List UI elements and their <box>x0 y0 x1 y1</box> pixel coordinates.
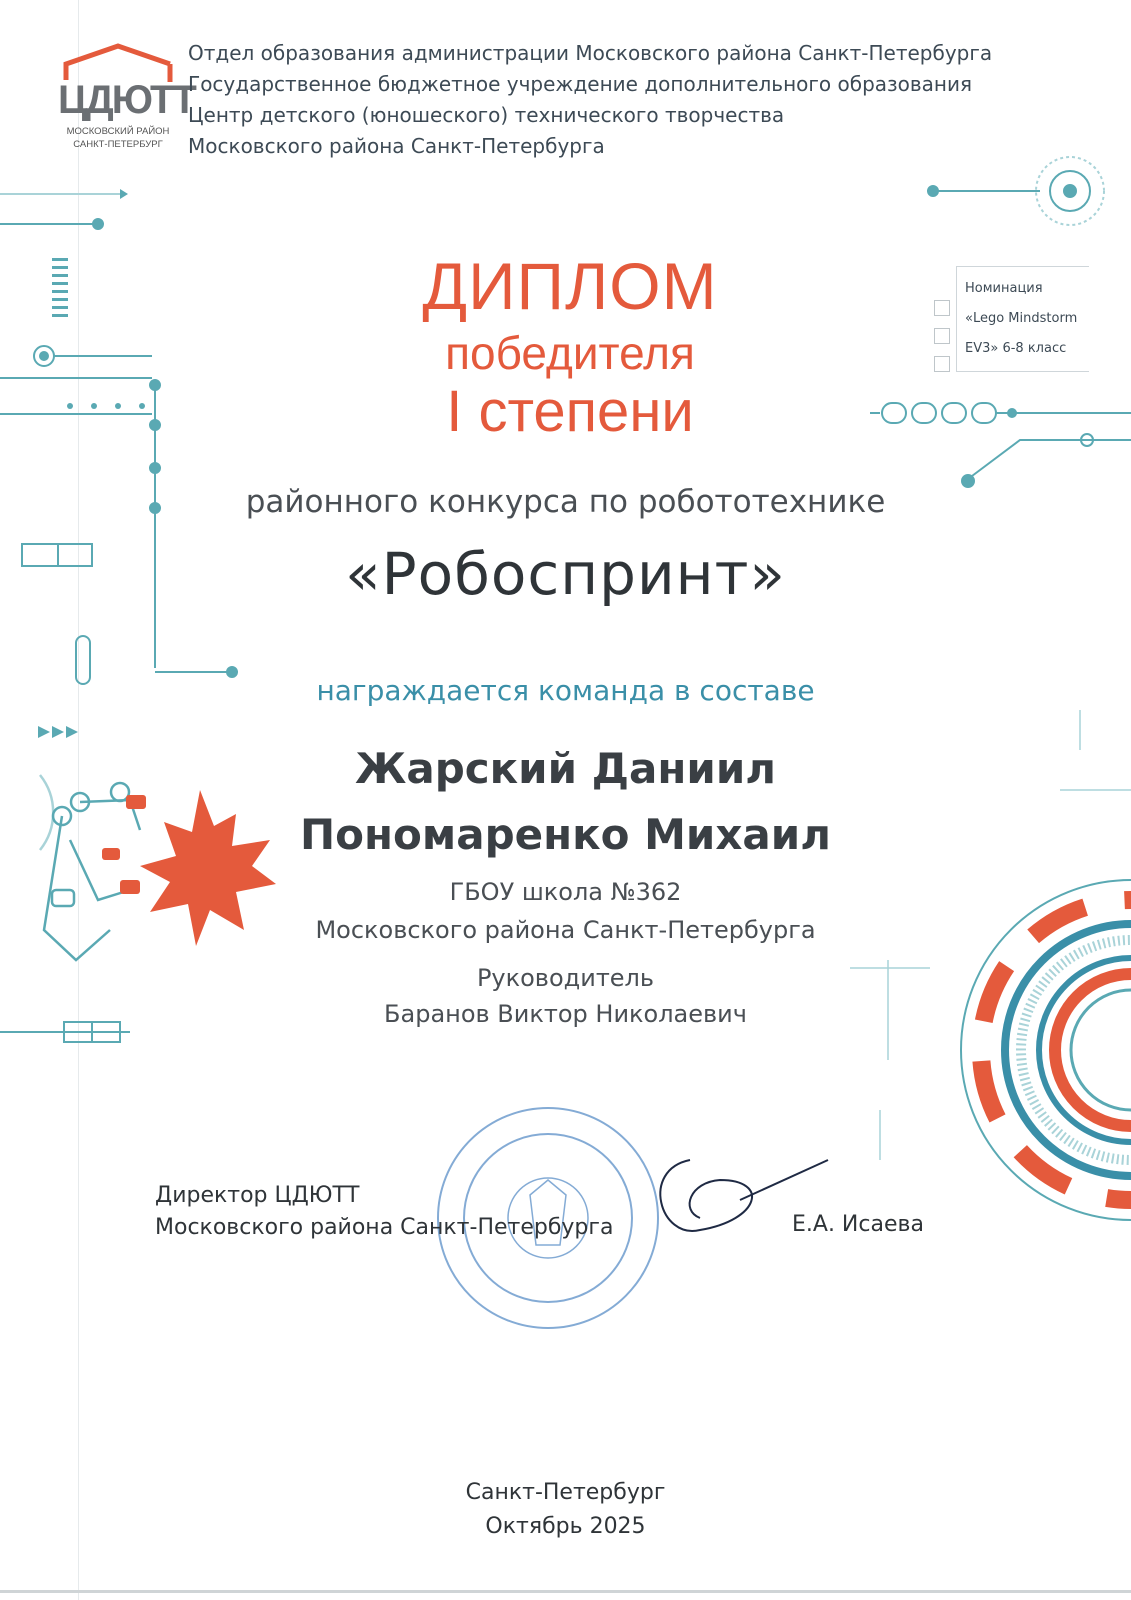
header-line: Центр детского (юношеского) технического творчества <box>188 103 785 127</box>
logo-subtitle-city: САНКТ-ПЕТЕРБУРГ <box>73 139 163 150</box>
issue-date: Октябрь 2025 <box>485 1514 646 1539</box>
school-name: ГБОУ школа №362 <box>449 878 682 906</box>
signatory-name: Е.А. Исаева <box>792 1212 924 1237</box>
team-member-name: Пономаренко Михаил <box>300 810 831 859</box>
header-line: Московского района Санкт-Петербурга <box>188 134 605 158</box>
logo-subtitle-district: МОСКОВСКИЙ РАЙОН <box>66 126 170 137</box>
logo-roof-icon <box>58 42 178 82</box>
nomination-label: Номинация <box>965 281 1043 296</box>
contest-description: районного конкурса по робототехнике <box>245 484 886 520</box>
team-member-name: Жарский Даниил <box>354 744 777 793</box>
diploma-degree: I степени <box>446 379 694 444</box>
diploma-subtitle: победителя <box>445 327 695 379</box>
signatory-position-line: Московского района Санкт-Петербурга <box>155 1215 614 1240</box>
leader-name: Баранов Виктор Николаевич <box>384 1000 747 1028</box>
checkbox-decoration <box>934 328 950 344</box>
diploma-title: ДИПЛОМ <box>422 249 718 323</box>
page-bottom-edge <box>0 1590 1131 1593</box>
header-line: Отдел образования администрации Московского района Санкт-Петербурга <box>188 41 993 65</box>
logo-name: ЦДЮТТ <box>58 78 195 122</box>
issuing-organization-header <box>188 38 992 162</box>
award-intro: награждается команда в составе <box>316 674 815 707</box>
issue-city: Санкт-Петербург <box>465 1480 666 1505</box>
nomination-value: EV3» 6-8 класс <box>965 341 1067 356</box>
leader-label: Руководитель <box>476 964 655 992</box>
checkbox-decoration <box>934 300 950 316</box>
signatory-position-line: Директор ЦДЮТТ <box>155 1183 360 1208</box>
nomination-box <box>956 266 1089 372</box>
contest-name: «Робоспринт» <box>345 540 786 608</box>
signatory-position <box>155 1180 613 1244</box>
checkbox-decoration <box>934 356 950 372</box>
school-district: Московского района Санкт-Петербурга <box>315 916 816 944</box>
organization-logo <box>58 42 195 157</box>
nomination-value: «Lego Mindstorm <box>965 311 1078 326</box>
header-line: Государственное бюджетное учреждение дополнительного образования <box>188 72 973 96</box>
